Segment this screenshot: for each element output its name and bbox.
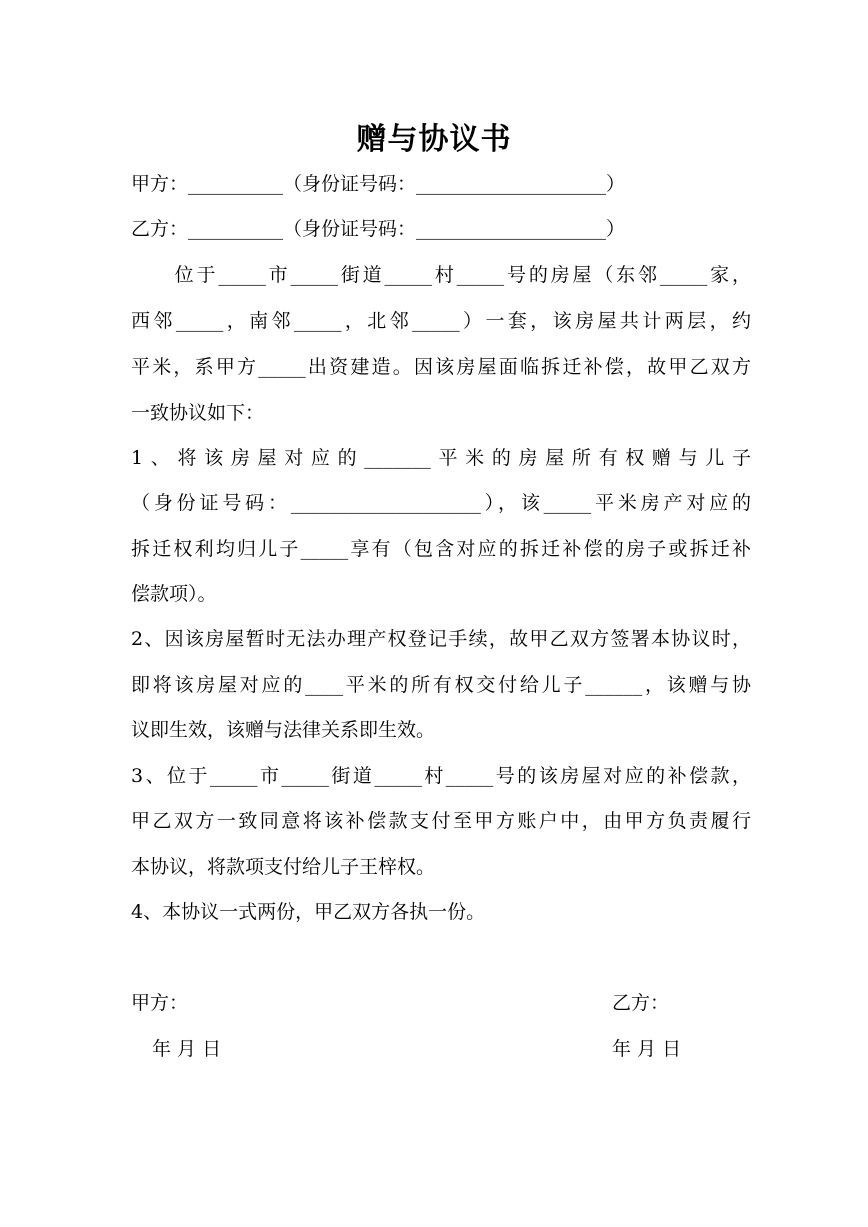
clause-3-line: 3、位于_____市_____街道_____村_____号的该房屋对应的补偿款，: [131, 765, 751, 787]
intro-line: 位于_____市_____街道_____村_____号的房屋（东邻_____家，: [131, 264, 751, 286]
party-b-line: 乙方：__________（身份证号码：____________________）: [131, 218, 626, 240]
clause-1-line: 1、将该房屋对应的_______平米的房屋所有权赠与儿子: [131, 447, 751, 469]
clause-1-line: 偿款项）。: [131, 583, 217, 605]
clause-2-line: 2、因该房屋暂时无法办理产权登记手续，故甲乙双方签署本协议时，: [131, 628, 751, 650]
intro-line: 平米，系甲方_____出资建造。因该房屋面临拆迁补偿，故甲乙双方: [131, 356, 751, 378]
clause-2-line: 即将该房屋对应的____平米的所有权交付给儿子______，该赠与协: [131, 674, 751, 696]
clause-4-line: 4、本协议一式两份，甲乙双方各执一份。: [131, 901, 486, 923]
clause-2-line: 议即生效，该赠与法律关系即生效。: [131, 719, 436, 741]
party-a-line: 甲方：__________（身份证号码：____________________）: [131, 173, 626, 195]
party-b-date: 年 月 日: [612, 1038, 682, 1060]
clause-1-line: 拆迁权利均归儿子_____享有（包含对应的拆迁补偿的房子或拆迁补: [131, 538, 751, 560]
party-a-date: 年 月 日: [152, 1038, 222, 1060]
intro-line: 一致协议如下：: [131, 402, 265, 424]
intro-line: 西邻_____，南邻_____，北邻_____）一套，该房屋共计两层，约: [131, 310, 751, 332]
document-title: 赠与协议书: [356, 122, 512, 157]
clause-3-line: 本协议，将款项支付给儿子王梓权。: [131, 856, 436, 878]
party-a-signature-label: 甲方：: [131, 992, 189, 1014]
clause-1-line: （身份证号码：____________________），该_____平米房产对应的: [131, 492, 751, 514]
clause-3-line: 甲乙双方一致同意将该补偿款支付至甲方账户中，由甲方负责履行: [131, 810, 751, 832]
party-b-signature-label: 乙方：: [612, 992, 670, 1014]
